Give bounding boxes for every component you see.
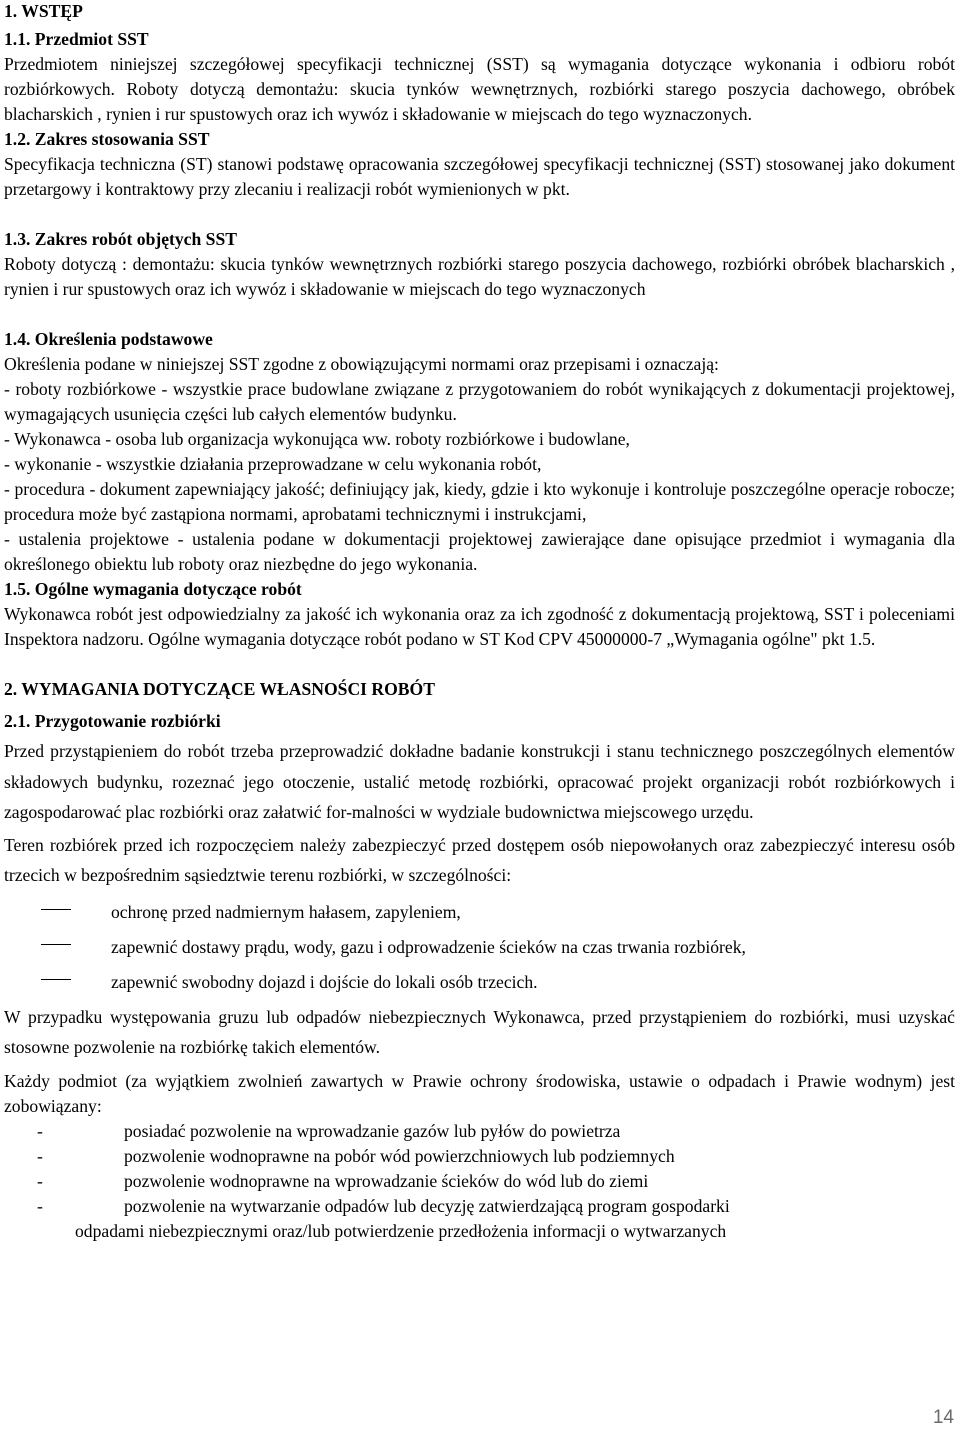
list-item	[4, 895, 955, 930]
list-item	[4, 1144, 955, 1169]
section-1-3-text: Roboty dotyczą : demontażu: skucia tynków wewnętrznych rozbiórki starego poszycia dachowego, rozbiórki obróbek blacharskich , rynien i rur spustowych oraz ich wywóz i składowanie w miejscach do tego wyznaczonych	[4, 254, 955, 299]
section-1-4-intro: Określenia podane w niniejszej SST zgodne z obowiązującymi normami oraz przepisami i oznaczają:	[4, 354, 719, 374]
page-number: 14	[932, 1407, 954, 1428]
definition-item: - wykonanie - wszystkie działania przeprowadzane w celu wykonania robót,	[4, 454, 542, 474]
section-2-1-paragraph-2: Teren rozbiórek przed ich rozpoczęciem należy zabezpieczyć przed dostępem osób niepowołanych oraz zabezpieczyć interesu osób trzecich w bezpośrednim sąsiedztwie terenu rozbiórki, w szczególności:	[4, 834, 955, 885]
section-1-3-heading: 1.3. Zakres robót objętych SST	[4, 229, 237, 249]
definition-item: - procedura - dokument zapewniający jakość; definiujący jak, kiedy, gdzie i kto wykonuje i kontroluje poszczególne operacje robocze; procedura może być zastąpiona normami, aprobatami technicznymi i instrukcjami,	[4, 479, 955, 524]
list-item-text: pozwolenie wodnoprawne na pobór wód powierzchniowych lub podziemnych	[124, 1145, 675, 1166]
hyphen-marker: -	[37, 1120, 43, 1141]
list-item-continuation	[4, 1219, 955, 1244]
section-1-5-text: Wykonawca robót jest odpowiedzialny za jakość ich wykonania oraz za ich zgodność z dokumentacją projektową, SST i poleceniami Inspektora nadzoru. Ogólne wymagania dotyczące robót podano w ST Kod CPV 45000000-7 „Wymagania ogólne" pkt 1.5.	[4, 604, 955, 649]
list-item	[4, 965, 955, 1000]
section-2-heading: 2. WYMAGANIA DOTYCZĄCE WŁASNOŚCI ROBÓT	[4, 679, 435, 699]
section-1-heading: 1. WSTĘP	[4, 1, 83, 21]
list-item-text: pozwolenie wodnoprawne na wprowadzanie ścieków do wód lub do ziemi	[124, 1170, 649, 1191]
list-item-text: zapewnić dostawy prądu, wody, gazu i odprowadzenie ścieków na czas trwania rozbiórek,	[111, 936, 746, 957]
section-2-1-paragraph-3: W przypadku występowania gruzu lub odpadów niebezpiecznych Wykonawca, przed przystąpieniem do rozbiórki, musi uzyskać stosowne pozwolenie na rozbiórkę takich elementów.	[4, 1006, 955, 1057]
section-1-4-heading: 1.4. Określenia podstawowe	[4, 329, 213, 349]
list-item-text: odpadami niebezpiecznymi oraz/lub potwierdzenie przedłożenia informacji o wytwarzanych	[75, 1220, 727, 1241]
definition-item: - Wykonawca - osoba lub organizacja wykonująca ww. roboty rozbiórkowe i budowlane,	[4, 429, 630, 449]
list-item	[4, 1119, 955, 1144]
section-2-1-paragraph-1: Przed przystąpieniem do robót trzeba przeprowadzić dokładne badanie konstrukcji i stanu technicznego poszczególnych elementów składowych budynku, rozeznać jego otoczenie, ustalić metodę rozbiórki, opracować projekt organizacji robót rozbiórkowych i zagospodarować plac rozbiórki oraz załatwić for-malności w wydziale budownictwa miejscowego urzędu.	[4, 741, 955, 822]
list-item-text: pozwolenie na wytwarzanie odpadów lub decyzję zatwierdzającą program gospodarki	[124, 1195, 730, 1216]
definition-item: - roboty rozbiórkowe - wszystkie prace budowlane związane z przygotowaniem do robót wynikających z dokumentacji projektowej, wymagających usunięcia części lub całych elementów budynku.	[4, 379, 955, 424]
protection-list	[4, 895, 955, 1000]
dash-marker	[41, 944, 71, 945]
document-page	[4, 0, 955, 1244]
section-2-1-heading: 2.1. Przygotowanie rozbiórki	[4, 711, 221, 731]
section-1-1-heading: 1.1. Przedmiot SST	[4, 29, 149, 49]
section-1-2-heading: 1.2. Zakres stosowania SST	[4, 129, 210, 149]
hyphen-marker: -	[37, 1145, 43, 1166]
list-item-text: zapewnić swobodny dojazd i dojście do lokali osób trzecich.	[111, 971, 538, 992]
dash-marker	[41, 909, 71, 910]
obligations-list	[4, 1119, 955, 1244]
section-1-5-heading: 1.5. Ogólne wymagania dotyczące robót	[4, 579, 302, 599]
hyphen-marker: -	[37, 1170, 43, 1191]
definition-item: - ustalenia projektowe - ustalenia podane w dokumentacji projektowej zawierające dane opisujące przedmiot i wymagania dla określonego obiektu lub roboty oraz niezbędne do jego wykonania.	[4, 529, 955, 574]
list-item-text: posiadać pozwolenie na wprowadzanie gazów lub pyłów do powietrza	[124, 1120, 621, 1141]
list-item	[4, 1169, 955, 1194]
section-1-2-text: Specyfikacja techniczna (ST) stanowi podstawę opracowania szczegółowej specyfikacji technicznej (SST) stosowanej jako dokument przetargowy i kontraktowy przy zlecaniu i realizacji robót wymienionych w pkt.	[4, 154, 955, 199]
section-1-1-text: Przedmiotem niniejszej szczegółowej specyfikacji technicznej (SST) są wymagania dotyczące wykonania i odbioru robót rozbiórkowych. Roboty dotyczą demontażu: skucia tynków wewnętrznych, rozbiórki starego poszycia dachowego, obróbek blacharskich , rynien i rur spustowych oraz ich wywóz i składowanie w miejscach do tego wyznaczonych.	[4, 54, 955, 124]
dash-marker	[41, 979, 71, 980]
hyphen-marker: -	[37, 1195, 43, 1216]
list-item	[4, 930, 955, 965]
section-2-1-paragraph-4: Każdy podmiot (za wyjątkiem zwolnień zawartych w Prawie ochrony środowiska, ustawie o odpadach i Prawie wodnym) jest zobowiązany:	[4, 1070, 955, 1116]
list-item	[4, 1194, 955, 1219]
list-item-text: ochronę przed nadmiernym hałasem, zapyleniem,	[111, 901, 461, 922]
